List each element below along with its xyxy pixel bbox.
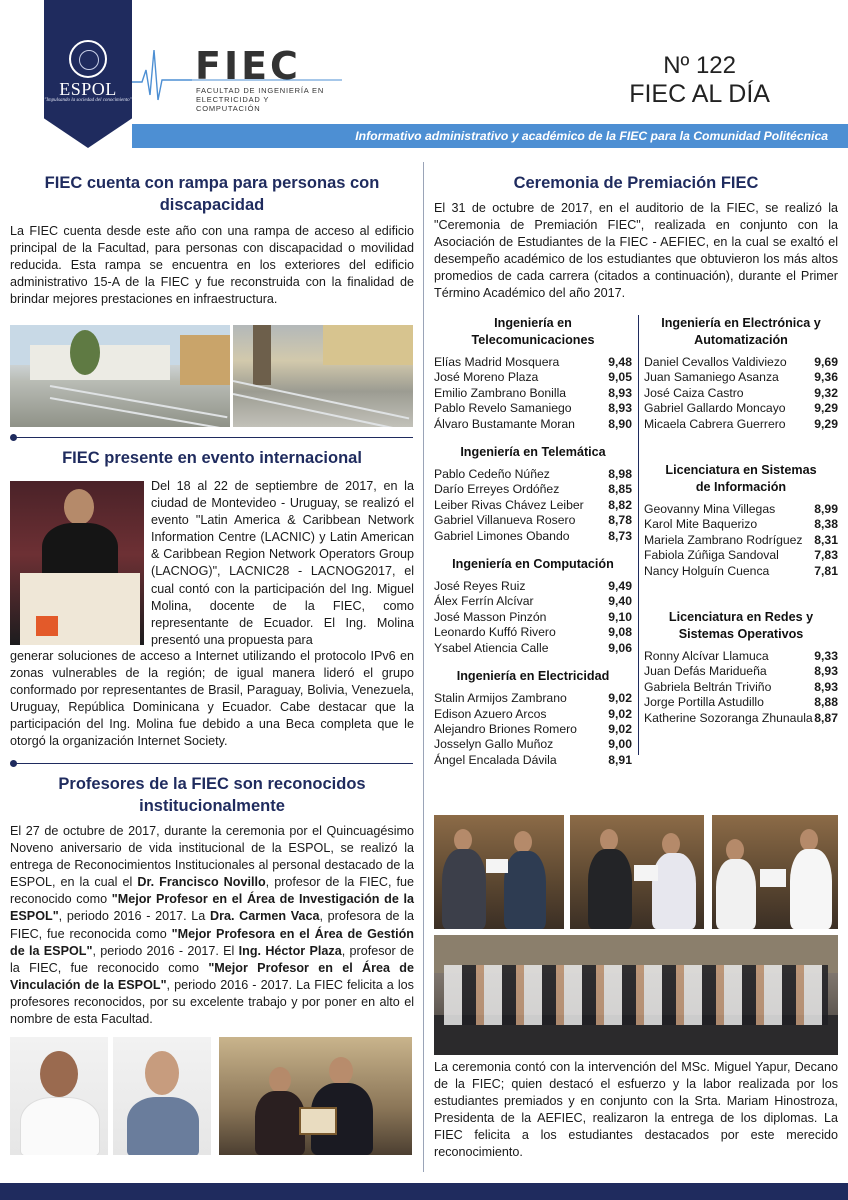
honor-list-title: Ingeniería en Electrónica y Automatización (661, 316, 821, 347)
honor-list-row (644, 370, 838, 385)
ceremony-photo-3 (712, 815, 838, 929)
student-name: Gabriela Beltrán Triviño (644, 679, 772, 694)
student-name: Gabriel Limones Obando (434, 528, 570, 543)
honor-list-row (434, 370, 632, 385)
student-name: Fabiola Zúñiga Sandoval (644, 548, 779, 563)
student-name: Leonardo Kuffó Rivero (434, 625, 556, 640)
honor-list-title: Ingeniería en Electricidad (456, 669, 610, 684)
student-name: Gabriel Gallardo Moncayo (644, 401, 786, 416)
student-grade: 8,82 (608, 497, 632, 512)
honor-list-title: Ingeniería en Telemática (460, 445, 606, 460)
student-grade: 9,00 (608, 737, 632, 752)
lists-divider (638, 315, 639, 755)
student-grade: 8,85 (608, 482, 632, 497)
honor-list (644, 462, 838, 579)
article-event (10, 447, 414, 469)
student-grade: 8,93 (608, 401, 632, 416)
honor-list-row (644, 502, 838, 517)
student-grade: 9,49 (608, 579, 632, 594)
honor-list-row (434, 467, 632, 482)
honor-list-row (644, 680, 838, 695)
student-name: Juan Samaniego Asanza (644, 370, 779, 385)
student-name: Karol Mite Baquerizo (644, 517, 758, 532)
student-name: José Moreno Plaza (434, 370, 539, 385)
honor-list-row (434, 594, 632, 609)
honor-list-row (434, 707, 632, 722)
student-grade: 8,38 (814, 517, 838, 532)
honor-list (434, 315, 632, 432)
student-grade: 8,88 (814, 695, 838, 710)
student-grade: 8,93 (814, 664, 838, 679)
honor-list-row (434, 529, 632, 544)
honor-list-row (434, 386, 632, 401)
student-grade: 9,02 (608, 706, 632, 721)
honor-list-row (644, 564, 838, 579)
student-grade: 9,36 (814, 370, 838, 385)
student-grade: 8,87 (814, 710, 838, 725)
student-grade: 9,40 (608, 594, 632, 609)
ceremony-title: Ceremonia de Premiación FIEC (513, 174, 759, 192)
honor-list-row (644, 533, 838, 548)
student-name: Geovanny Mina Villegas (644, 502, 776, 517)
honor-list-row (434, 691, 632, 706)
article-ramp-title: FIEC cuenta con rampa para personas con discapacidad (44, 174, 380, 214)
student-name: Álex Ferrín Alcívar (434, 594, 534, 609)
student-grade: 9,08 (608, 625, 632, 640)
honor-list-title: Licenciatura en Redes y Sistemas Operativos (668, 610, 814, 642)
student-name: Katherine Sozoranga Zhunaula (644, 710, 813, 725)
speaker-photo (10, 481, 144, 645)
honor-list-row (434, 498, 632, 513)
student-name: Gabriel Villanueva Rosero (434, 513, 576, 528)
honor-list-row (434, 513, 632, 528)
student-grade: 9,05 (608, 370, 632, 385)
honor-list-row (434, 753, 632, 768)
honor-list-row (644, 695, 838, 710)
ramp-photo-1 (10, 325, 230, 427)
student-grade: 9,02 (608, 691, 632, 706)
article-professors-title: Profesores de la FIEC son reconocidos institucionalmente (58, 775, 366, 815)
professor-photo-2 (113, 1037, 211, 1155)
student-grade: 9,29 (814, 416, 838, 431)
honor-list (644, 609, 838, 726)
issue-block (629, 52, 770, 108)
honor-list-row (644, 548, 838, 563)
section-divider (13, 763, 413, 764)
honor-list (434, 668, 632, 768)
honor-lists-right (644, 315, 838, 726)
honor-list-row (434, 355, 632, 370)
honor-lists-left (434, 315, 632, 768)
student-name: Daniel Cevallos Valdiviezo (644, 355, 787, 369)
student-grade: 8,91 (608, 752, 632, 767)
student-name: Edison Azuero Arcos (434, 706, 547, 721)
ceremony-photo-2 (570, 815, 704, 929)
student-name: Mariela Zambrano Rodríguez (644, 532, 803, 547)
award-photo (219, 1037, 412, 1155)
student-name: Álvaro Bustamante Moran (434, 416, 575, 431)
student-name: Jorge Portilla Astudillo (644, 695, 764, 710)
ramp-photo-2 (233, 325, 413, 427)
honor-list-row (434, 482, 632, 497)
article-event-body: generar soluciones de acceso a Internet utilizando el protocolo IPv6 en zonas vulnerables de la región; de igual manera lideró el grupo conformado por representantes de Brasil, Paraguay, Bolivia, Venezuela, Uruguay, República Dominicana y Ecuador. Cabe destacar que la participación del Ing. Molina fue debido a una Beca completa que le otorgó la organización Internet Society. (10, 649, 414, 749)
student-name: Ronny Alcívar Llamuca (644, 649, 769, 664)
student-name: Alejandro Briones Romero (434, 721, 577, 736)
honor-list-row (644, 711, 838, 726)
honor-list-row (644, 401, 838, 416)
issue-number: Nº 122 (663, 52, 736, 79)
article-event-body-side: Del 18 al 22 de septiembre de 2017, en la ciudad de Montevideo - Uruguay, se realizó el evento "Latin America & Caribbean Network Information Centre (LACNIC) y Latin American & Caribbean Region Network Operators Group (LACNOG)", LACNIC28 - LACNOG2017, el cual contó con la participación del Ing. Miguel Molina, docente de la FIEC, como representante de Ecuador. El Ing. Molina presentó una propuesta para (151, 479, 414, 647)
honor-list-row (644, 664, 838, 679)
honor-list-row (644, 517, 838, 532)
student-name: Micaela Cabrera Guerrero (644, 416, 786, 431)
article-professors-body: El 27 de octubre de 2017, durante la ceremonia por el Quincuagésimo Noveno aniversario de vida institucional de la ESPOL, se realizó la entrega de Reconocimientos Institucionales al personal destacado de la ESPOL, en la cual el Dr. Francisco Novillo, profesor de la FIEC, fue reconocido como "Mejor Profesor en el Área de Investigación de la ESPOL", periodo 2016 - 2017. La Dra. Carmen Vaca, profesora de la FIEC, fue reconocida como "Mejor Profesora en el Área de Gestión de la ESPOL", periodo 2016 - 2017. El Ing. Héctor Plaza, profesor de la FIEC, fue reconocido como "Mejor Profesor en el Área de Vinculación de la ESPOL", periodo 2016 - 2017. La FIEC felicita a los profesores reconocidos, por su excelente trabajo y por poner en alto el nombre de esta Facultad. (10, 824, 415, 1027)
student-name: Juan Defás Maridueña (644, 664, 767, 679)
student-name: José Reyes Ruiz (434, 579, 526, 594)
ceremony-intro: El 31 de octubre de 2017, en el auditorio de la FIEC, se realizó la "Ceremonia de Premiación FIEC", realizada en conjunto con la Asociación de Estudiantes de la FIEC - AEFIEC, en la cual se exaltó el desempeño académico de los estudiantes que obtuvieron los más altos promedios de cada carrera (citados a continuación), durante el Primer Término Académico del año 2017. (434, 201, 838, 301)
student-name: Nancy Holguín Cuenca (644, 563, 770, 578)
student-grade: 8,99 (814, 502, 838, 517)
student-grade: 9,69 (814, 355, 838, 369)
student-name: Josselyn Gallo Muñoz (434, 737, 554, 752)
student-grade: 9,48 (608, 355, 632, 369)
student-grade: 8,93 (814, 679, 838, 694)
honor-list-row (644, 386, 838, 401)
ceremony-group-photo (434, 935, 838, 1055)
student-grade: 8,90 (608, 416, 632, 431)
student-grade: 9,32 (814, 385, 838, 400)
student-name: Elías Madrid Mosquera (434, 355, 560, 369)
honor-list (434, 444, 632, 544)
honor-list-row (644, 417, 838, 432)
student-name: Stalin Armijos Zambrano (434, 691, 567, 706)
student-name: José Masson Pinzón (434, 609, 547, 624)
section-divider (13, 437, 413, 438)
student-name: Leiber Rivas Chávez Leiber (434, 497, 584, 512)
fiec-logo-subtitle: FACULTAD DE INGENIERÍA EN ELECTRICIDAD Y COMPUTACIÓN (196, 86, 325, 113)
student-grade: 8,98 (608, 467, 632, 482)
honor-list-row (434, 737, 632, 752)
honor-list-row (644, 355, 838, 370)
student-grade: 8,93 (608, 385, 632, 400)
ceremony-closing: La ceremonia contó con la intervención del MSc. Miguel Yapur, Decano de la FIEC; quien destacó el esfuerzo y la labor realizada por los estudiantes premiados y en conjunto con la Srta. Mariam Hinostroza, Presidenta de la AEFIEC, realizaron la entrega de los diplomas. La FIEC felicita a los estudiantes destacados por este merecido reconocimiento. (434, 1060, 838, 1160)
honor-list-title: Licenciatura en Sistemas de Información (665, 463, 817, 495)
honor-list-row (434, 610, 632, 625)
fiec-logo-text: FIEC (195, 44, 301, 88)
honor-list-row (434, 625, 632, 640)
student-grade: 8,73 (608, 528, 632, 543)
student-name: Ysabel Atiencia Calle (434, 640, 549, 655)
espol-logo-text: ESPOL (59, 79, 117, 99)
honor-list-row (434, 722, 632, 737)
tagline-bar: Informativo administrativo y académico de la FIEC para la Comunidad Politécnica (132, 124, 848, 148)
left-column (10, 160, 414, 308)
honor-list-title: Ingeniería en Computación (452, 557, 614, 572)
article-ramp-body: La FIEC cuenta desde este año con una rampa de acceso al edificio principal de la Facultad, para personas con discapacidad o movilidad reducida. Esta rampa se encuentra en los exteriores del edificio administrativo 15-A de la FIEC y fue reconstruida con la finalidad de brindar mejores prestaciones en infraestructura. (10, 224, 414, 307)
honor-list-row (434, 417, 632, 432)
honor-list (434, 556, 632, 656)
student-grade: 7,81 (814, 563, 838, 578)
student-grade: 8,78 (608, 513, 632, 528)
student-grade: 9,06 (608, 640, 632, 655)
honor-list-row (434, 401, 632, 416)
student-grade: 9,10 (608, 609, 632, 624)
student-name: José Caiza Castro (644, 385, 744, 400)
ceremony-photo-1 (434, 815, 564, 929)
header (0, 0, 848, 150)
honor-list-title: Ingeniería en Telecomunicaciones (471, 316, 595, 347)
student-grade: 9,02 (608, 721, 632, 736)
student-name: Darío Erreyes Ordóñez (434, 482, 560, 497)
student-name: Pablo Cedeño Núñez (434, 467, 550, 482)
column-divider (423, 162, 424, 1172)
student-grade: 9,33 (814, 649, 838, 664)
espol-motto: "Impulsando la sociedad del conocimiento" (44, 98, 132, 103)
honor-list (644, 315, 838, 432)
issue-title: FIEC AL DÍA (629, 80, 770, 108)
honor-list-row (434, 641, 632, 656)
espol-seal-icon (69, 40, 107, 78)
footer-bar (0, 1183, 848, 1200)
student-grade: 7,83 (814, 548, 838, 563)
honor-list-row (644, 649, 838, 664)
student-grade: 9,29 (814, 401, 838, 416)
student-name: Ángel Encalada Dávila (434, 752, 557, 767)
article-event-title: FIEC presente en evento internacional (62, 449, 362, 467)
student-name: Pablo Revelo Samaniego (434, 401, 572, 416)
honor-list-row (434, 579, 632, 594)
professor-photo-1 (10, 1037, 108, 1155)
student-name: Emilio Zambrano Bonilla (434, 385, 567, 400)
student-grade: 8,31 (814, 532, 838, 547)
